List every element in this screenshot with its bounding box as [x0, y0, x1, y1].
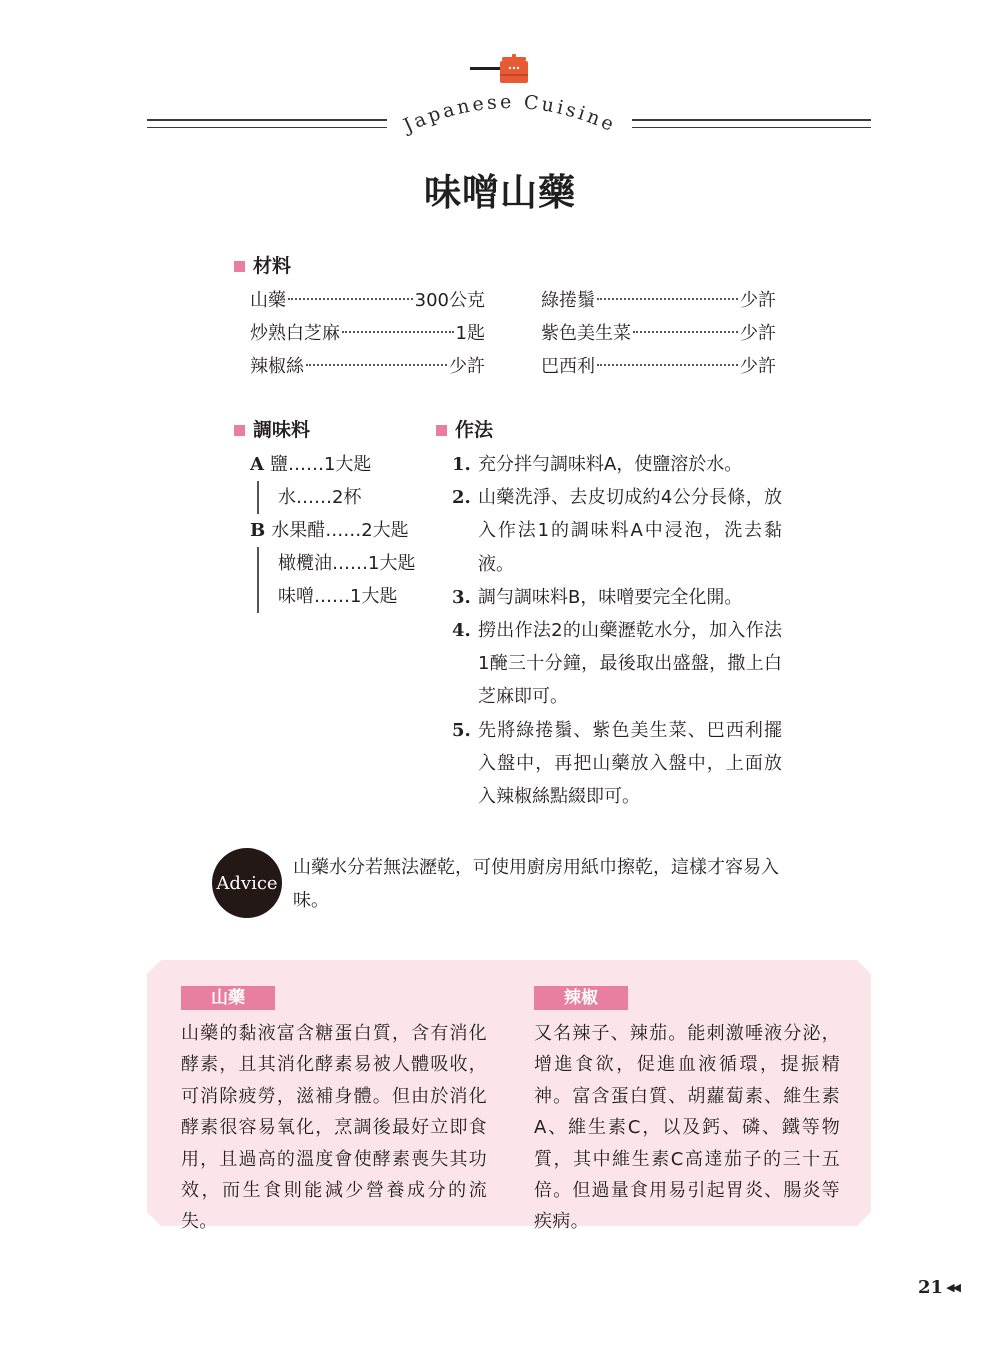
header-rule-right: [632, 119, 871, 128]
ingredient-row: [541, 284, 776, 317]
seasoning-group-label: B: [250, 520, 266, 541]
page-title: 味噌山藥: [424, 171, 576, 214]
ingredient-name: 紫色美生菜: [541, 323, 631, 344]
step-text: 先將綠捲鬚、紫色美生菜、巴西利擺入盤中，再把山藥放入盤中，上面放入辣椒絲點綴即可。: [478, 719, 782, 808]
seasoning-row: [257, 547, 415, 580]
ingredient-row: [250, 284, 485, 317]
info-tag-yam: 山藥: [181, 986, 275, 1010]
ingredients-heading: [234, 254, 291, 278]
ingredient-name: 巴西利: [541, 356, 595, 377]
step-number: 2.: [452, 487, 471, 509]
ingredient-qty: 少許: [740, 290, 776, 311]
leader-dots: [342, 331, 454, 333]
seasoning-row: [250, 514, 415, 547]
info-text-chili: 又名辣子、辣茄。能刺激唾液分泌，增進食欲，促進血液循環，提振精神。富含蛋白質、胡蘿蔔素、維生素A、維生素C，以及鈣、磷、鐵等物質，其中維生素C高達茄子的三十五倍。但過量食用易引起胃炎、腸炎等疾病。: [534, 1023, 840, 1233]
ingredient-row: [541, 317, 776, 350]
ingredient-qty: 1匙: [455, 323, 485, 344]
seasoning-heading: [234, 418, 310, 442]
seasoning-list: [250, 448, 415, 613]
ingredient-qty: 300公克: [414, 290, 485, 311]
seasoning-heading-label: 調味料: [253, 419, 311, 441]
ingredients-list-right: [541, 284, 776, 383]
ingredient-name: 炒熟白芝麻: [250, 323, 340, 344]
seasoning-group-label: A: [250, 454, 264, 475]
page-number: [918, 1277, 959, 1298]
seasoning-item: 味噌……1大匙: [278, 586, 398, 607]
step-number: 5.: [452, 719, 471, 741]
seasoning-item: 鹽……1大匙: [269, 454, 372, 475]
step-text: 山藥洗淨、去皮切成約4公分長條，放入作法1的調味料A中浸泡，洗去黏液。: [478, 487, 782, 575]
leader-dots: [288, 298, 413, 300]
series-title-arc: [380, 75, 640, 165]
step-number: 4.: [452, 620, 471, 642]
step-number: 3.: [452, 586, 471, 608]
method-step: [452, 581, 782, 614]
advice-badge-label: Advice: [216, 872, 278, 894]
method-step: [452, 714, 782, 814]
seasoning-row: [257, 481, 415, 514]
seasoning-row: [257, 580, 415, 613]
method-step: [452, 614, 782, 714]
header-rule-left: [147, 119, 387, 128]
seasoning-row: [250, 448, 415, 481]
leader-dots: [306, 364, 447, 366]
method-step: [452, 481, 782, 581]
leader-dots: [597, 298, 738, 300]
step-text: 撈出作法2的山藥瀝乾水分，加入作法1醃三十分鐘，最後取出盛盤，撒上白芝麻即可。: [478, 620, 782, 708]
info-text-yam: 山藥的黏液富含糖蛋白質，含有消化酵素，且其消化酵素易被人體吸收，可消除疲勞，滋補身體。但由於消化酵素很容易氧化，烹調後最好立即食用，且過高的溫度會使酵素喪失其功效，而生食則能減少營養成分的流失。: [181, 1023, 487, 1233]
method-heading-label: 作法: [455, 419, 494, 441]
advice-badge: [212, 848, 282, 918]
series-title: Japanese Cuisine: [400, 90, 620, 137]
info-tag-chili: 辣椒: [534, 986, 628, 1010]
ingredient-row: [541, 350, 776, 383]
ingredient-row: [250, 350, 485, 383]
method-steps: [452, 448, 782, 813]
advice-text: 山藥水分若無法瀝乾，可使用廚房用紙巾擦乾，這樣才容易入味。: [293, 857, 779, 911]
ingredient-qty: 少許: [740, 323, 776, 344]
method-step: [452, 448, 782, 481]
ingredient-row: [250, 317, 485, 350]
ingredients-heading-label: 材料: [253, 255, 292, 277]
ingredient-name: 辣椒絲: [250, 356, 304, 377]
step-text: 調勻調味料B，味噌要完全化開。: [478, 586, 743, 608]
double-arrow-left-icon: ◀◀: [946, 1281, 959, 1294]
leader-dots: [597, 364, 738, 366]
pink-square-icon: [436, 425, 447, 436]
method-heading: [436, 418, 493, 442]
page-number-value: 21: [918, 1277, 944, 1298]
seasoning-item: 水果醋……2大匙: [271, 520, 409, 541]
pink-square-icon: [234, 425, 245, 436]
step-number: 1.: [452, 454, 471, 475]
seasoning-item: 橄欖油……1大匙: [278, 553, 416, 574]
ingredient-name: 綠捲鬚: [541, 290, 595, 311]
step-text: 充分拌勻調味料A，使鹽溶於水。: [478, 454, 743, 475]
pink-square-icon: [234, 261, 245, 272]
ingredient-qty: 少許: [449, 356, 485, 377]
ingredients-list-left: [250, 284, 485, 383]
ingredient-name: 山藥: [250, 290, 286, 311]
seasoning-item: 水……2杯: [278, 487, 362, 508]
leader-dots: [633, 331, 738, 333]
ingredient-qty: 少許: [740, 356, 776, 377]
